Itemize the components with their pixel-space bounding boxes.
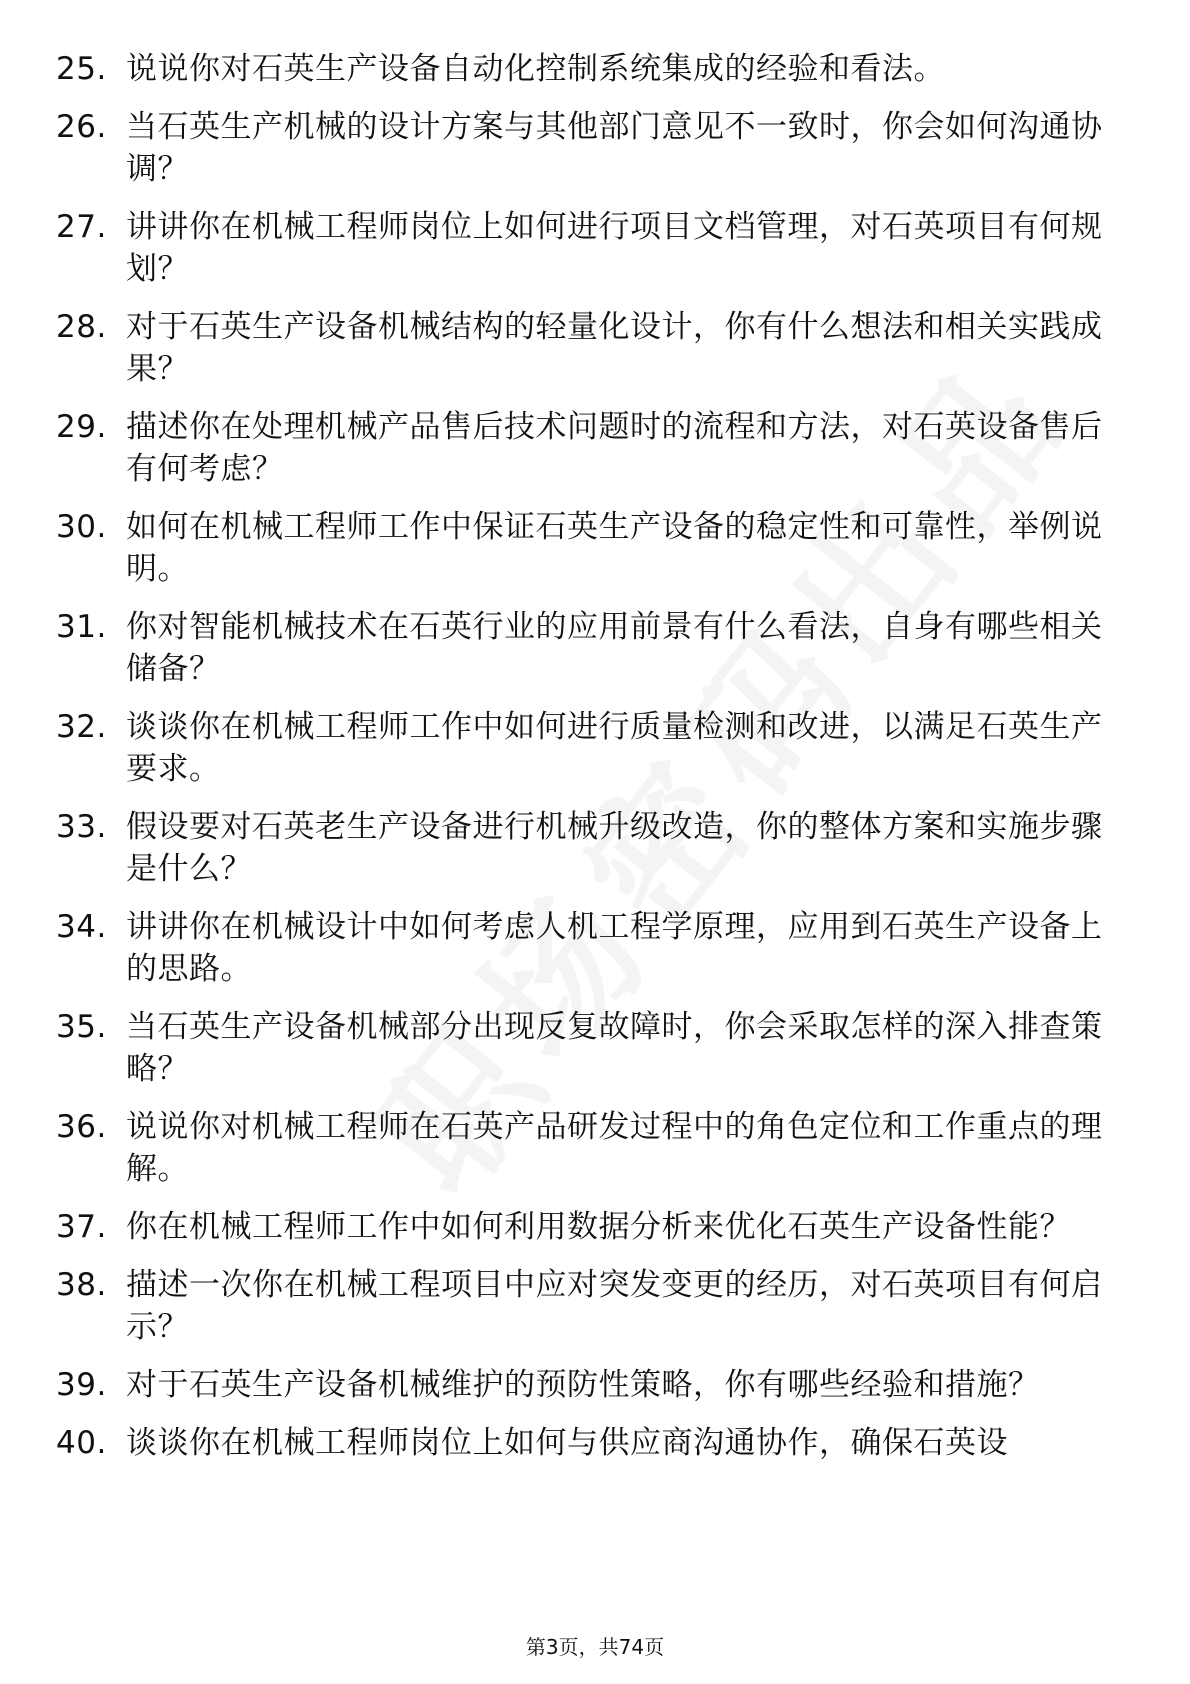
question-text: 讲讲你在机械设计中如何考虑人机工程学原理，应用到石英生产设备上的思路。 xyxy=(126,909,1103,987)
list-item xyxy=(56,1106,1116,1190)
question-number: 34. xyxy=(56,909,107,945)
question-text: 描述一次你在机械工程项目中应对突发变更的经历，对石英项目有何启示？ xyxy=(126,1267,1103,1345)
list-item xyxy=(56,1422,1116,1464)
question-number: 38. xyxy=(56,1267,107,1303)
question-number: 39. xyxy=(56,1367,107,1403)
question-number: 27. xyxy=(56,209,107,245)
list-item xyxy=(56,1006,1116,1090)
question-text: 如何在机械工程师工作中保证石英生产设备的稳定性和可靠性，举例说明。 xyxy=(126,509,1103,587)
list-item xyxy=(56,106,1116,190)
list-item xyxy=(56,1206,1116,1248)
question-number: 33. xyxy=(56,809,107,845)
list-item xyxy=(56,406,1116,490)
list-item xyxy=(56,506,1116,590)
question-number: 25. xyxy=(56,51,107,87)
list-item xyxy=(56,1264,1116,1348)
question-text: 对于石英生产设备机械维护的预防性策略，你有哪些经验和措施？ xyxy=(126,1367,1040,1403)
list-item xyxy=(56,906,1116,990)
question-text: 谈谈你在机械工程师工作中如何进行质量检测和改进，以满足石英生产要求。 xyxy=(126,709,1103,787)
question-text: 当石英生产机械的设计方案与其他部门意见不一致时，你会如何沟通协调？ xyxy=(126,109,1103,187)
question-list xyxy=(56,48,1116,1480)
question-text: 谈谈你在机械工程师岗位上如何与供应商沟通协作，确保石英设 xyxy=(126,1425,1008,1461)
question-number: 28. xyxy=(56,309,107,345)
list-item xyxy=(56,206,1116,290)
question-number: 35. xyxy=(56,1009,107,1045)
list-item xyxy=(56,48,1116,90)
question-text: 你对智能机械技术在石英行业的应用前景有什么看法，自身有哪些相关储备？ xyxy=(126,609,1103,687)
question-text: 说说你对机械工程师在石英产品研发过程中的角色定位和工作重点的理解。 xyxy=(126,1109,1103,1187)
question-number: 31. xyxy=(56,609,107,645)
question-text: 假设要对石英老生产设备进行机械升级改造，你的整体方案和实施步骤是什么？ xyxy=(126,809,1103,887)
question-number: 32. xyxy=(56,709,107,745)
list-item xyxy=(56,1364,1116,1406)
list-item xyxy=(56,706,1116,790)
question-number: 26. xyxy=(56,109,107,145)
list-item xyxy=(56,806,1116,890)
question-text: 描述你在处理机械产品售后技术问题时的流程和方法，对石英设备售后有何考虑？ xyxy=(126,409,1103,487)
question-text: 你在机械工程师工作中如何利用数据分析来优化石英生产设备性能？ xyxy=(126,1209,1071,1245)
question-number: 36. xyxy=(56,1109,107,1145)
question-number: 29. xyxy=(56,409,107,445)
question-text: 讲讲你在机械工程师岗位上如何进行项目文档管理，对石英项目有何规划？ xyxy=(126,209,1103,287)
question-number: 40. xyxy=(56,1425,107,1461)
question-number: 30. xyxy=(56,509,107,545)
question-number: 37. xyxy=(56,1209,107,1245)
list-item xyxy=(56,306,1116,390)
list-item xyxy=(56,606,1116,690)
page-footer: 第3页，共74页 xyxy=(525,1635,665,1659)
question-text: 对于石英生产设备机械结构的轻量化设计，你有什么想法和相关实践成果？ xyxy=(126,309,1103,387)
question-text: 当石英生产设备机械部分出现反复故障时，你会采取怎样的深入排查策略？ xyxy=(126,1009,1103,1087)
question-text: 说说你对石英生产设备自动化控制系统集成的经验和看法。 xyxy=(126,51,945,87)
